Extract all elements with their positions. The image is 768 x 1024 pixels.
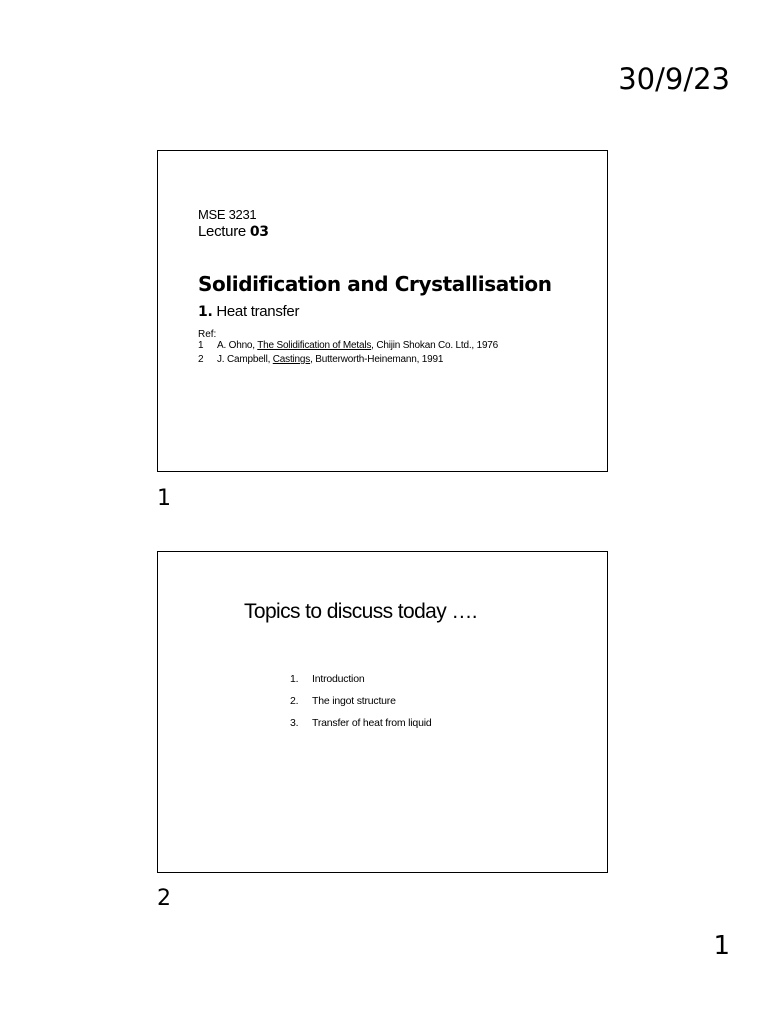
lecture-line bbox=[198, 223, 269, 240]
slide-title: Solidification and Crystallisation bbox=[198, 272, 552, 296]
course-code: MSE 3231 bbox=[198, 207, 257, 222]
reference-item bbox=[198, 340, 498, 351]
list-item bbox=[290, 717, 431, 739]
slide-number-1: 1 bbox=[157, 486, 171, 511]
topics-title: Topics to discuss today …. bbox=[244, 600, 478, 623]
slide-subtitle bbox=[198, 303, 299, 320]
ref-label: Ref: bbox=[198, 329, 217, 340]
reference-author: A. Ohno, bbox=[217, 340, 258, 351]
topic-number: 3. bbox=[290, 717, 299, 729]
slide-2 bbox=[157, 551, 608, 873]
topic-text: Introduction bbox=[312, 673, 365, 685]
reference-number: 2 bbox=[198, 354, 204, 365]
reference-item bbox=[198, 354, 443, 365]
page-number: 1 bbox=[713, 931, 730, 961]
slide-1 bbox=[157, 150, 608, 472]
lecture-number: 03 bbox=[249, 224, 269, 240]
reference-work: Castings bbox=[272, 354, 311, 365]
subtitle-text: Heat transfer bbox=[216, 303, 300, 320]
reference-details: , Butterworth-Heinemann, 1991 bbox=[310, 354, 444, 365]
reference-author: J. Campbell, bbox=[217, 354, 273, 365]
topic-number: 2. bbox=[290, 695, 299, 707]
reference-work: The Solidification of Metals bbox=[257, 340, 372, 351]
list-item bbox=[290, 695, 431, 717]
topic-number: 1. bbox=[290, 673, 299, 685]
slide-number-2: 2 bbox=[157, 886, 171, 911]
topic-text: Transfer of heat from liquid bbox=[312, 717, 432, 729]
reference-details: , Chijin Shokan Co. Ltd., 1976 bbox=[371, 340, 499, 351]
lecture-label: Lecture bbox=[198, 223, 246, 240]
topics-list bbox=[290, 673, 431, 739]
handout-date: 30/9/23 bbox=[618, 62, 730, 96]
reference-number: 1 bbox=[198, 340, 204, 351]
topic-text: The ingot structure bbox=[312, 695, 396, 707]
subtitle-number: 1. bbox=[198, 304, 213, 320]
list-item bbox=[290, 673, 431, 695]
